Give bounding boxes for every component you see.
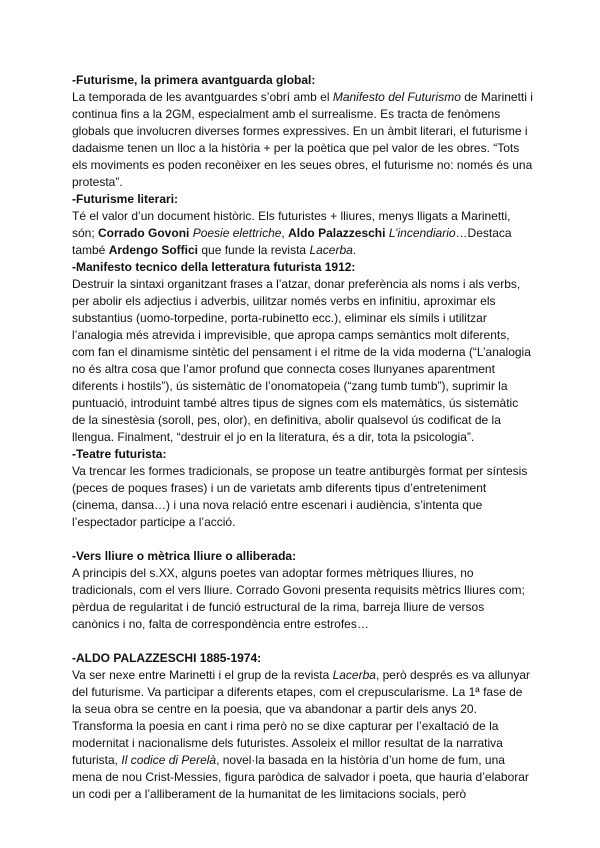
work-title: Poesie elettriche — [192, 226, 282, 240]
heading-palazzeschi: -ALDO PALAZZESCHI 1885-1974: — [72, 651, 262, 665]
document-page — [72, 72, 534, 803]
italic-title: Manifesto del Futurismo — [332, 90, 461, 104]
text-run: . — [352, 243, 357, 257]
heading-manifesto-tecnico: -Manifesto tecnico della letteratura futurista 1912: — [72, 260, 356, 274]
author-name: Corrado Govoni — [98, 226, 190, 240]
spacer — [72, 633, 534, 650]
paragraph-futurisme-global — [72, 89, 534, 191]
paragraph-vers-lliure: A principis del s.XX, alguns poetes van adoptar formes mètriques lliures, no tradicionals, com el vers lliure. Corrado Govoni presenta requisits mètrics lliures com; pèrdua de regularitat i de funció estructural de la rima, barreja lliure de versos canònics i no, falta de correspondència entre estrofes… — [72, 566, 525, 631]
paragraph-palazzeschi — [72, 667, 534, 803]
work-title: L’incendiario — [388, 226, 456, 240]
paragraph-teatre-futurista: Va trencar les formes tradicionals, se propose un teatre antiburgès format per síntesis (peces de poques frases) i un de varietats amb diferents tipus d’entreteniment (cinema, dansa…) i una nova relació entre escenari i audiència, s’intenta que l’espectador participe a l’acció. — [72, 464, 528, 529]
work-title: Il codice di Perelà — [121, 753, 217, 767]
text-run: , — [281, 226, 289, 240]
spacer — [72, 531, 534, 548]
author-name: Ardengo Soffici — [108, 243, 199, 257]
text-run: Té el valor d’un document històric. Els futuristes + lliures, menys lligats a Marinetti, són; — [72, 209, 511, 240]
paragraph-manifesto-tecnico: Destruir la sintaxi organitzant frases a l’atzar, donar preferència als noms i als verbs, per abolir els adjectius i adverbis, uilitzar només verbs en infinitiu, aproximar els substantius (uomo-torpedine, porta-rubinetto ecc.), eliminar els símils i utilitzar l’analogia més atrevida i imprevisible, que apropa camps semàntics molt diferents, com fan el dinamisme sintètic del pensament i el ritme de la vida moderna (“L’analogia no és altra cosa que l’amor profund que connecta coses llunyanes aparentment diferents i hostils”), ús sistemàtic de l’onomatopeia (“zang tumb tumb”), suprimir la puntuació, introduint també altres tipus de signes com els matemàtics, ús sistemàtic de la sinestèsia (soroll, pes, olor), en definitiva, abolir qualsevol ús codificat de la llengua. Finalment, “destruir el jo en la literatura, és a dir, tota la psicologia”. — [72, 277, 531, 444]
paragraph-futurisme-literari — [72, 208, 534, 259]
text-run: Va ser nexe entre Marinetti i el grup de la revista — [72, 668, 333, 682]
text-run: , novel·la basada en la història d’un home de fum, una mena de nou Crist-Messies, figura paròdica de salvador i poeta, que hauria d’elaborar un codi per a l’alliberament de la humanitat de les limitacions socials, però — [72, 753, 529, 801]
author-name: Aldo Palazzeschi — [288, 226, 386, 240]
heading-teatre-futurista: -Teatre futurista: — [72, 447, 167, 461]
heading-futurisme-literari: -Futurisme literari: — [72, 192, 179, 206]
heading-vers-lliure: -Vers lliure o mètrica lliure o alliberada: — [72, 549, 297, 563]
heading-futurisme-global: -Futurisme, la primera avantguarda global: — [72, 73, 316, 87]
work-title: Lacerba — [332, 668, 376, 682]
text-run: …Destaca també — [72, 226, 512, 257]
work-title: Lacerba — [309, 243, 353, 257]
text-run: , però després es va allunyar del futurisme. Va participar a diferents etapes, com el crepuscularisme. La 1ª fase de la seua obra se centre en la poesia, que va abandonar a partir dels anys 20. Transforma la poesia en cant i rima però no se dixe capturar per l’exaltació de la modernitat i nacionalisme dels futuristes. Assoleix el millor resultat de la narrativa futurista, — [72, 668, 531, 767]
text-run: de Marinetti i continua fins a la 2GM, especialment amb el surrealisme. Es tracta de fenòmens globals que involucren diverses formes expressives. En un àmbit literari, el futurisme i dadaisme tenen un lloc a la història + per la poètica que pel valor de les obres. “Tots els moviments es poden reconèixer en les seues obres, el futurisme no: només és una protesta”. — [72, 90, 533, 189]
text-run: que funde la revista — [198, 243, 310, 257]
text-run: La temporada de les avantguardes s’obrí amb el — [72, 90, 333, 104]
